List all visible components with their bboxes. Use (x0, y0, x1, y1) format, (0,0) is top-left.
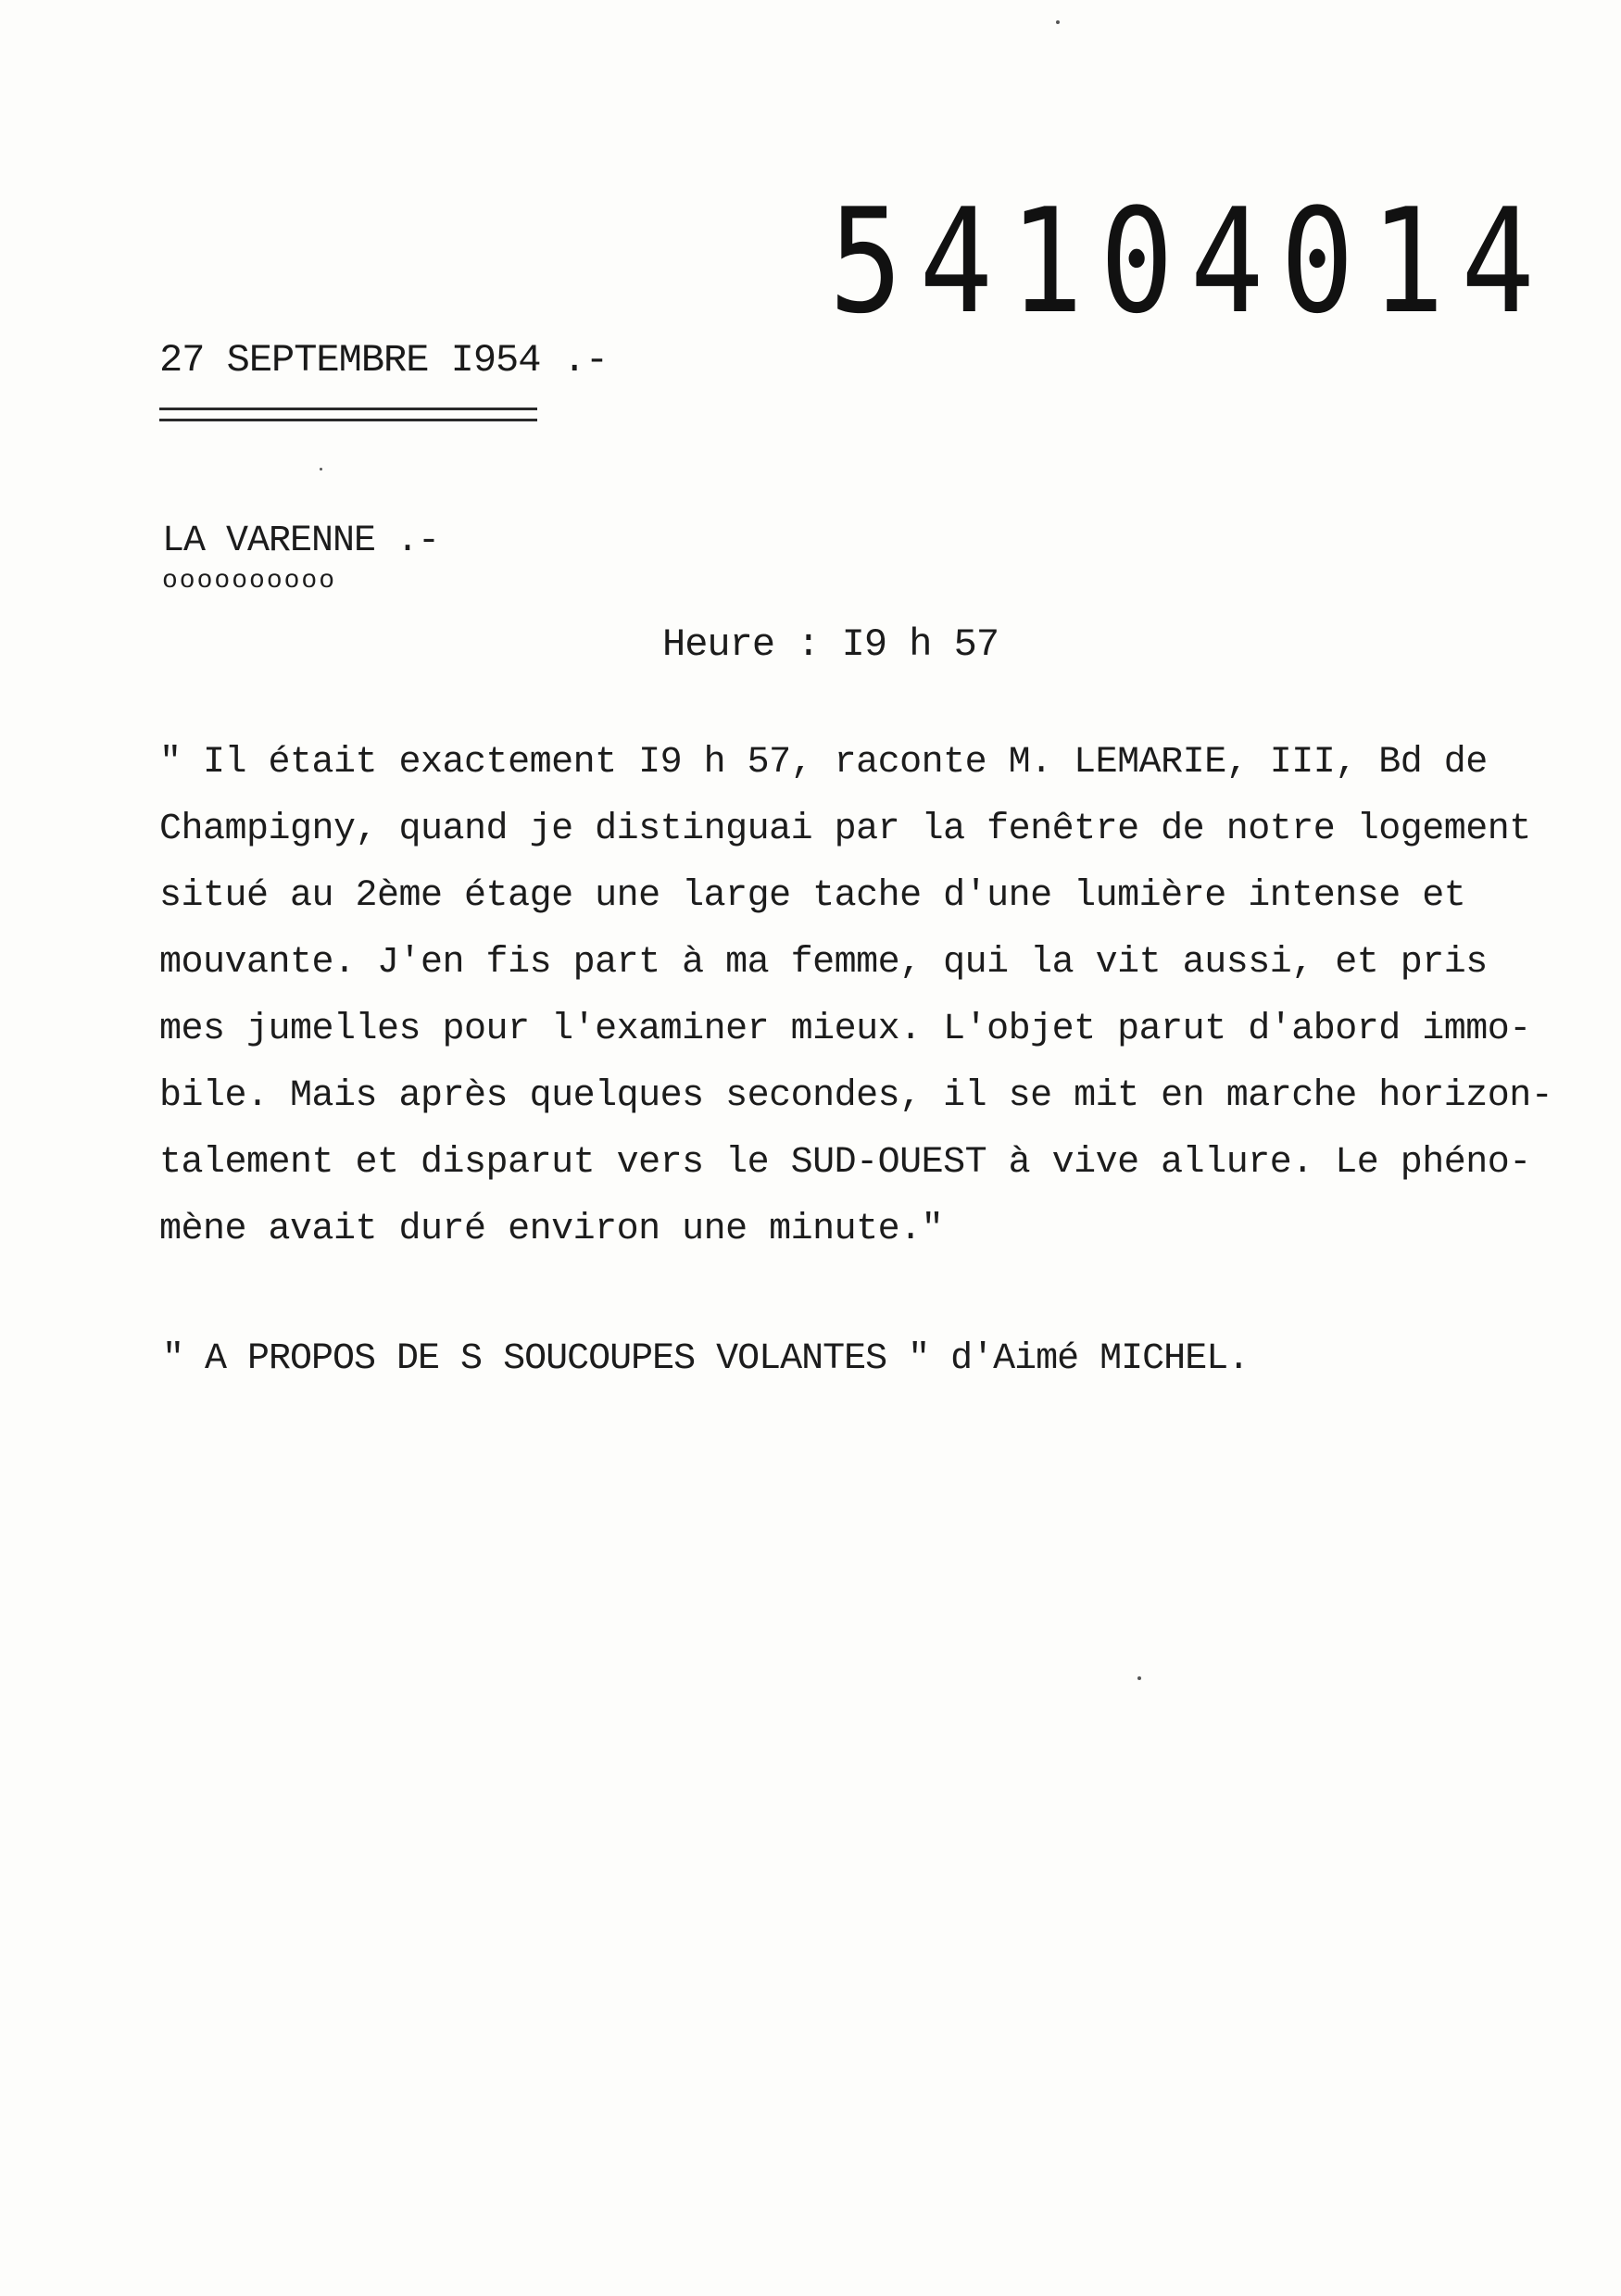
date-underline-second (159, 419, 537, 421)
witness-account (159, 730, 1558, 1263)
account-line: bile. Mais après quelques secondes, il se mit en marche horizon- (159, 1075, 1553, 1117)
date-underline (159, 408, 537, 410)
account-line: mène avait duré environ une minute." (159, 1209, 944, 1250)
account-line: mouvante. J'en fis part à ma femme, qui la vit aussi, et pris (159, 942, 1488, 984)
account-line: talement et disparut vers le SUD-OUEST à vive allure. Le phéno- (159, 1142, 1531, 1184)
reference-number: 54104014 (829, 178, 1552, 346)
scan-speck (320, 468, 322, 470)
report-hour: Heure : I9 h 57 (662, 622, 999, 667)
report-date: 27 SEPTEMBRE I954 .- (159, 338, 609, 383)
scan-speck (1137, 1676, 1141, 1680)
account-line: mes jumelles pour l'examiner mieux. L'objet parut d'abord immo- (159, 1009, 1531, 1050)
scan-speck (1056, 20, 1060, 24)
account-line: Champigny, quand je distinguai par la fenêtre de notre logement (159, 809, 1531, 850)
account-line: " Il était exactement I9 h 57, raconte M. LEMARIE, III, Bd de (159, 742, 1488, 784)
location-heading: LA VARENNE .- (162, 521, 440, 562)
location-underline: oooooooooo (162, 567, 337, 596)
source-citation: " A PROPOS DE S SOUCOUPES VOLANTES " d'Aimé MICHEL. (162, 1338, 1250, 1380)
account-line: situé au 2ème étage une large tache d'une lumière intense et (159, 875, 1466, 917)
